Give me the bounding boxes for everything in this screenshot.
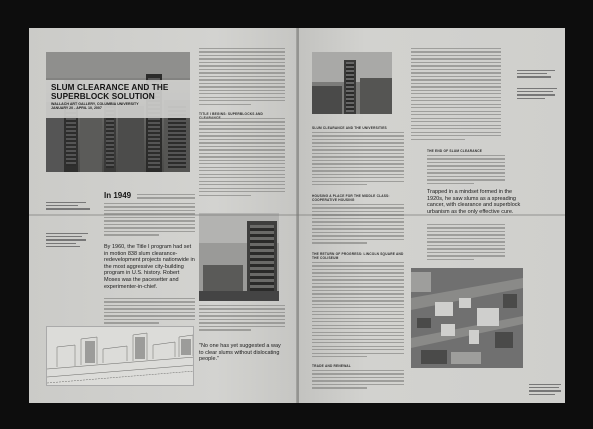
right-text-col1-b <box>312 204 404 246</box>
text-column-bottom <box>199 305 285 333</box>
side-note-right-2 <box>517 88 559 101</box>
architectural-sketch <box>46 326 194 386</box>
side-caption-1 <box>46 202 94 212</box>
right-text-col1-a <box>312 132 404 188</box>
right-text-col1-c <box>312 262 404 360</box>
aerial-photo-lincoln-square <box>411 268 523 368</box>
article-title: SLUM CLEARANCE AND THE SUPERBLOCK SOLUTION <box>51 83 169 101</box>
lead-continued-lines <box>104 298 195 326</box>
pull-quote-right: Trapped in a mindset formed in the 1920s, he saw slums as a spreading cancer, with clearance and superblock urbanism as the only effective cure. <box>427 189 521 215</box>
lead-body-lines <box>104 203 195 238</box>
article-subtitle: WALLACH ART GALLERY, COLUMBIA UNIVERSITY JANUARY 20 - APRIL 10, 2007 <box>51 102 139 111</box>
section-heading-universities: SLUM CLEARANCE AND THE UNIVERSITIES <box>312 126 387 130</box>
right-text-col2-c <box>427 224 505 262</box>
section-heading-lincoln-square: THE RETURN OF PROGRESS: LINCOLN SQUARE AND THE COLISEUM <box>312 252 404 260</box>
text-column-top <box>199 48 285 107</box>
pull-quote-left: "No one has yet suggested a way to clear slums without dislocating people." <box>199 343 281 363</box>
section-heading-cooperative: HOUSING A PLACE FOR THE MIDDLE CLASS: COOPERATIVE HOUSING <box>312 194 390 202</box>
lead-paragraph: By 1960, the Title I program had set in motion 838 slum clearance-redevelopment projects nationwide in the most aggressive city-building program in U.S. history. Robert Moses was the pacesetter and experimenter-in-chief. <box>104 244 195 290</box>
right-text-col2-a <box>411 48 501 142</box>
right-text-col2-b <box>427 155 505 186</box>
section-heading-trade-renewal: TRADE AND RENEWAL <box>312 364 351 368</box>
lead-intro-lines <box>137 194 195 201</box>
horizontal-fold-crease <box>29 214 565 216</box>
aerial-photo-caption <box>529 384 563 397</box>
section-heading-end-of-clearance: THE END OF SLUM CLEARANCE <box>427 149 483 153</box>
magazine-spread <box>29 28 565 403</box>
photo-towers-skyline <box>312 52 392 114</box>
section-heading-title-i: TITLE I BEGINS: SUPERBLOCKS AND <box>199 112 263 116</box>
photo-housing-block <box>199 213 279 301</box>
right-text-col1-d <box>312 370 404 391</box>
text-column-mid <box>199 118 285 198</box>
lead-year: In 1949 <box>104 191 132 200</box>
side-note-right-1 <box>517 70 559 80</box>
side-caption-2 <box>46 233 94 249</box>
